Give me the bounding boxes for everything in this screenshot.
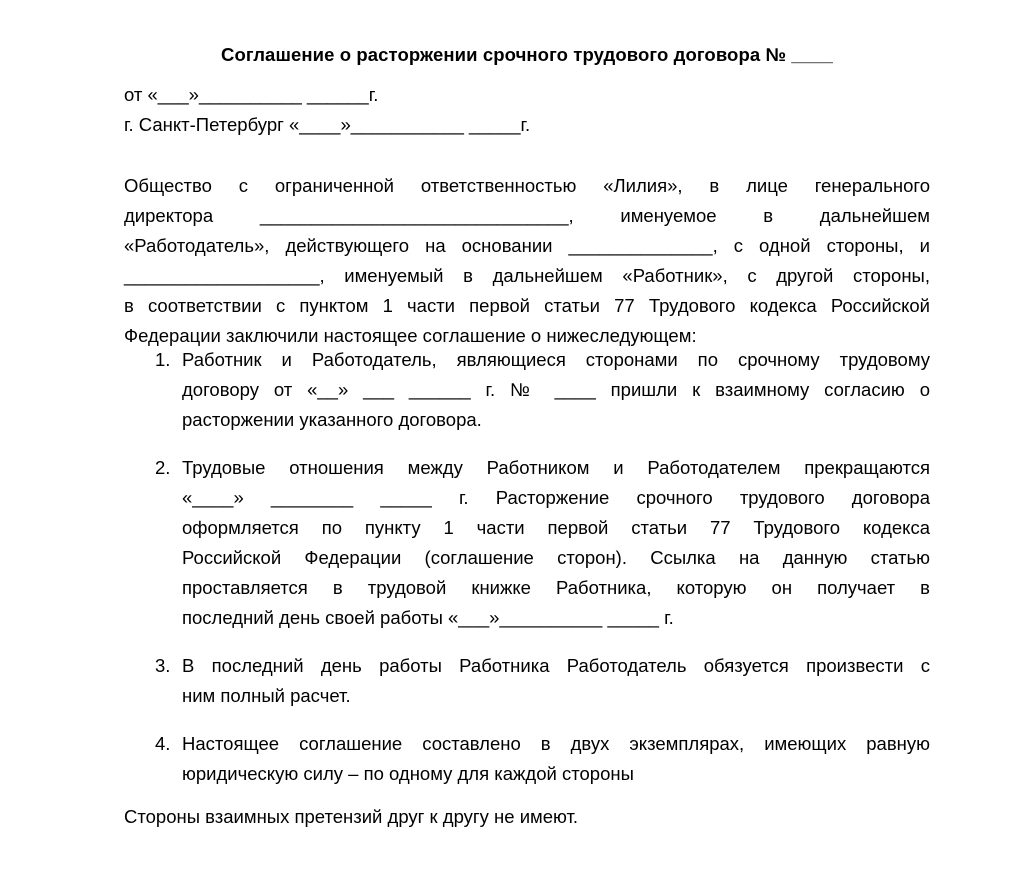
clause-line: расторжении указанного договора. bbox=[182, 409, 482, 430]
clause-line: «____» ________ _____ г. Расторжение срочного трудового договора bbox=[182, 487, 930, 508]
document-title: Соглашение о расторжении срочного трудового договора № ____ bbox=[221, 44, 833, 65]
clause-line: проставляется в трудовой книжке Работника, которую он получает в bbox=[182, 577, 930, 598]
preamble-line: Федерации заключили настоящее соглашение о нижеследующем: bbox=[124, 325, 697, 346]
preamble-line: ___________________, именуемый в дальнейшем «Работник», с другой стороны, bbox=[124, 265, 930, 286]
clause-number: 1. bbox=[155, 349, 171, 370]
list-item bbox=[124, 345, 930, 435]
clause-line: договору от «__» ___ ______ г. № ____ пришли к взаимному согласию о bbox=[182, 379, 930, 400]
clause-line: юридическую силу – по одному для каждой стороны bbox=[182, 763, 634, 784]
clause-line: Трудовые отношения между Работником и Работодателем прекращаются bbox=[182, 457, 930, 478]
clause-number: 3. bbox=[155, 655, 171, 676]
clause-line: Российской Федерации (соглашение сторон). Ссылка на данную статью bbox=[182, 547, 930, 568]
clause-line: ним полный расчет. bbox=[182, 685, 351, 706]
preamble-line: в соответствии с пунктом 1 части первой статьи 77 Трудового кодекса Российской bbox=[124, 295, 930, 316]
clause-number: 4. bbox=[155, 733, 171, 754]
preamble-line: «Работодатель», действующего на основании ______________, с одной стороны, и bbox=[124, 235, 930, 256]
header-city-date-line: г. Санкт-Петербург «____»___________ _____г. bbox=[124, 114, 531, 135]
clause-list bbox=[124, 345, 930, 807]
clause-line: последний день своей работы «___»__________ _____ г. bbox=[182, 607, 674, 628]
clause-line: Настоящее соглашение составлено в двух экземплярах, имеющих равную bbox=[182, 733, 930, 754]
clause-line: оформляется по пункту 1 части первой статьи 77 Трудового кодекса bbox=[182, 517, 930, 538]
clause-line: В последний день работы Работника Работодатель обязуется произвести с bbox=[182, 655, 930, 676]
preamble-line: директора ______________________________, именуемое в дальнейшем bbox=[124, 205, 930, 226]
preamble-paragraph bbox=[124, 171, 930, 351]
list-item bbox=[124, 729, 930, 789]
clause-line: Работник и Работодатель, являющиеся сторонами по срочному трудовому bbox=[182, 349, 930, 370]
closing-statement: Стороны взаимных претензий друг к другу не имеют. bbox=[124, 806, 579, 827]
header-date-line: от «___»__________ ______г. bbox=[124, 84, 379, 105]
clause-number: 2. bbox=[155, 457, 171, 478]
list-item bbox=[124, 453, 930, 633]
preamble-line: Общество с ограниченной ответственностью «Лилия», в лице генерального bbox=[124, 175, 930, 196]
list-item bbox=[124, 651, 930, 711]
